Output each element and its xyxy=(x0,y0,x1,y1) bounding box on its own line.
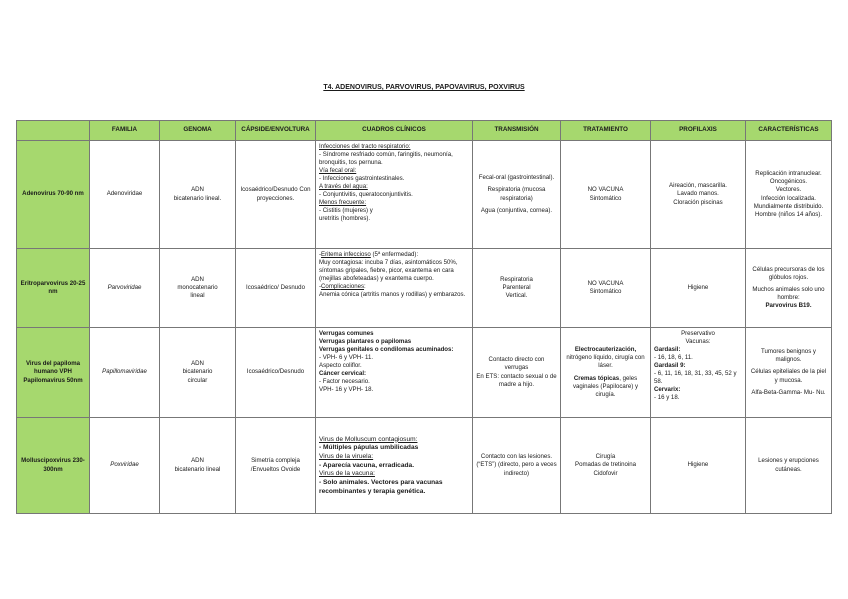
profilaxis-cell: Higiene xyxy=(651,249,746,328)
header-row xyxy=(17,121,832,141)
capside-cell: Icosaédrico/ Desnudo xyxy=(236,249,316,328)
table-row xyxy=(17,141,832,249)
genoma-cell: ADN monocatenario lineal xyxy=(160,249,236,328)
familia-cell: Parvoviridae xyxy=(90,249,160,328)
familia-cell: Papillomaviridae xyxy=(90,328,160,418)
caracteristicas-cell: Lesiones y erupciones cutáneas. xyxy=(746,418,832,514)
caracteristicas-cell: Replicación intranuclear. Oncogénicos. Vectores. Infección localizada. Mundialmente distribuido. Hombre (niños 14 años). xyxy=(746,141,832,249)
cuadros-clinicos-cell: -Eritema infeccioso (5ª enfermedad): Muy contagiosa: incuba 7 días, asintomáticos 50%, síntomas gripales, fiebre, picor, exantema en cara (mejillas abofeteadas) y exantema cuerpo. -Complicaciones: Anemia cónica (artritis manos y rodillas) y embarazos. xyxy=(316,249,473,328)
virus-table xyxy=(16,120,832,514)
tratamiento-cell: NO VACUNA Sintomático xyxy=(561,141,651,249)
capside-cell: Icosaédrico/Desnudo xyxy=(236,328,316,418)
transmision-cell: Fecal-oral (gastrointestinal). Respiratoria (mucosa respiratoria) Agua (conjuntiva, cornea). xyxy=(473,141,561,249)
familia-cell: Adenoviridae xyxy=(90,141,160,249)
header-cuadros-clinicos: CUADROS CLÍNICOS xyxy=(316,121,473,141)
capside-cell: Simetría compleja /Envueltos Ovoide xyxy=(236,418,316,514)
header-caracteristicas: CARACTERÍSTICAS xyxy=(746,121,832,141)
caracteristicas-cell: Células precursoras de los glóbulos rojos. Muchos animales solo uno hombre: Parvovirus B19. xyxy=(746,249,832,328)
virus-name: Adenovirus 70-90 nm xyxy=(17,141,90,249)
transmision-cell: Contacto con las lesiones. (“ETS”) (directo, pero a veces indirecto) xyxy=(473,418,561,514)
document-title: T4. ADENOVIRUS, PARVOVIRUS, PAPOVAVIRUS, POXVIRUS xyxy=(323,84,525,91)
header-familia: FAMILIA xyxy=(90,121,160,141)
tratamiento-cell: Electrocauterización, nitrógeno líquido, cirugía con láser. Cremas tópicas, geles vaginales (Papilocare) y cirugía. xyxy=(561,328,651,418)
header-capside: CÁPSIDE/ENVOLTURA xyxy=(236,121,316,141)
header-transmision: TRANSMISIÓN xyxy=(473,121,561,141)
capside-cell: Icosaédrico/Desnudo Con proyecciones. xyxy=(236,141,316,249)
virus-name: Virus del papiloma humano VPH Papilomavirus 50nm xyxy=(17,328,90,418)
virus-name: Eritroparvovirus 20-25 nm xyxy=(17,249,90,328)
familia-cell: Poxviridae xyxy=(90,418,160,514)
transmision-cell: Contacto directo con verrugas En ETS: contacto sexual o de madre a hijo. xyxy=(473,328,561,418)
header-tratamiento: TRATAMIENTO xyxy=(561,121,651,141)
tratamiento-cell: Cirugía Pomadas de tretinoina Cidofovir xyxy=(561,418,651,514)
genoma-cell: ADN bicatenario circular xyxy=(160,328,236,418)
tratamiento-cell: NO VACUNA Sintomático xyxy=(561,249,651,328)
header-virus xyxy=(17,121,90,141)
cuadros-clinicos-cell: Verrugas comunes Verrugas plantares o papilomas Verrugas genitales o condilomas acuminados: - VPH- 6 y VPH- 11. Aspecto coliflor. Cáncer cervical: - Factor necesario. VPH- 16 y VPH- 18. xyxy=(316,328,473,418)
genoma-cell: ADN bicatenario lineal. xyxy=(160,141,236,249)
genoma-cell: ADN bicatenario lineal xyxy=(160,418,236,514)
transmision-cell: Respiratoria Parenteral Vertical. xyxy=(473,249,561,328)
header-profilaxis: PROFILAXIS xyxy=(651,121,746,141)
table-row xyxy=(17,328,832,418)
table-row xyxy=(17,418,832,514)
profilaxis-cell: Preservativo Vacunas: Gardasil: - 16, 18, 6, 11. Gardasil 9: - 6, 11, 16, 18, 31, 33, 45, 52 y 58. Cervarix: - 16 y 18. xyxy=(651,328,746,418)
cuadros-clinicos-cell: Virus de Molluscum contagiosum: - Múltiples pápulas umbilicadas Virus de la viruela: - Aparecía vacuna, erradicada. Virus de la vacuna: - Solo animales. Vectores para vacunas recombinantes y terapia genética. xyxy=(316,418,473,514)
cuadros-clinicos-cell: Infecciones del tracto respiratorio: - Síndrome resfriado común, faringitis, neumonía, bronquitis, tos pernuna. Vía fecal oral: - Infecciones gastrointestinales. A través del agua: - Conjuntivitis, queratoconjuntivitis. Menos frecuente: - Cistitis (mujeres) y uretritis (hombres). xyxy=(316,141,473,249)
table-row xyxy=(17,249,832,328)
profilaxis-cell: Higiene xyxy=(651,418,746,514)
caracteristicas-cell: Tumores benignos y malignos. Células epiteliales de la piel y mucosa. Alfa-Beta-Gamma- Mu- Nu. xyxy=(746,328,832,418)
header-genoma: GENOMA xyxy=(160,121,236,141)
virus-name: Molluscipoxvirus 230-300nm xyxy=(17,418,90,514)
profilaxis-cell: Aireación, mascarilla. Lavado manos. Cloración piscinas xyxy=(651,141,746,249)
